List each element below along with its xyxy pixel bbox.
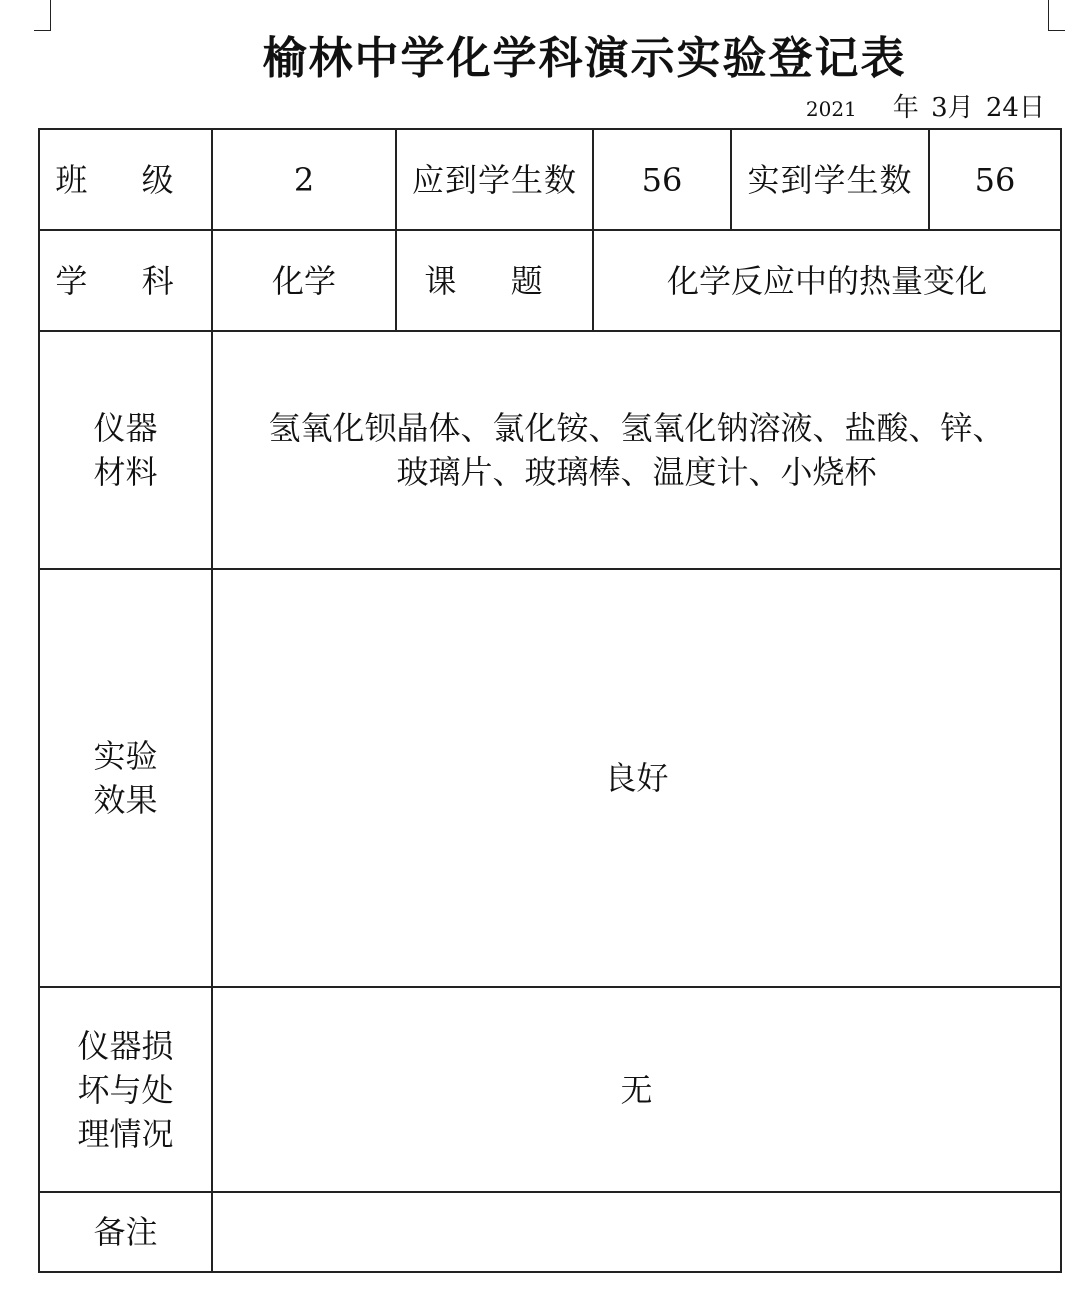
form-date (806, 92, 1045, 125)
effect-label-line2: 效果 (93, 781, 158, 819)
table-row-damage (39, 987, 1061, 1192)
registration-table (38, 128, 1062, 1273)
damage-label-line3: 理情况 (77, 1114, 174, 1153)
class-label: 班 级 (39, 129, 212, 230)
date-year-unit: 年 (892, 93, 919, 123)
date-month: 3 (931, 93, 948, 123)
topic-value: 化学反应中的热量变化 (593, 230, 1061, 331)
date-day-unit: 日 (1018, 93, 1045, 123)
damage-label-line2: 坏与处 (77, 1070, 174, 1109)
topic-label: 课 题 (396, 230, 593, 331)
class-value: 2 (212, 129, 396, 230)
damage-label-line1: 仪器损 (77, 1026, 174, 1065)
expected-students-value: 56 (593, 129, 731, 230)
effect-label (39, 569, 212, 987)
materials-label (39, 331, 212, 569)
table-row-effect (39, 569, 1061, 987)
actual-students-value: 56 (929, 129, 1061, 230)
page-title: 榆林中学化学科演示实验登记表 (262, 33, 907, 84)
materials-line2: 玻璃片、玻璃棒、温度计、小烧杯 (396, 453, 877, 491)
date-year: 2021 (805, 97, 857, 121)
table-row-class (39, 129, 1061, 230)
effect-label-line1: 实验 (93, 737, 158, 775)
materials-label-line1: 仪器 (93, 409, 158, 447)
remarks-value (212, 1192, 1061, 1272)
damage-value: 无 (212, 987, 1061, 1192)
materials-line1: 氢氧化钡晶体、氯化铵、氢氧化钠溶液、盐酸、锌、 (268, 409, 1005, 447)
materials-value (212, 331, 1061, 569)
damage-label (39, 987, 212, 1192)
date-day: 24 (985, 93, 1019, 123)
table-row-subject (39, 230, 1061, 331)
date-month-unit: 月 (947, 93, 974, 123)
crop-mark-right (1048, 0, 1065, 31)
subject-value: 化学 (212, 230, 396, 331)
table-row-materials (39, 331, 1061, 569)
actual-students-label: 实到学生数 (731, 129, 929, 230)
effect-value: 良好 (212, 569, 1061, 987)
expected-students-label: 应到学生数 (396, 129, 593, 230)
subject-label: 学 科 (39, 230, 212, 331)
materials-label-line2: 材料 (93, 453, 158, 491)
table-row-remarks (39, 1192, 1061, 1272)
remarks-label: 备注 (39, 1192, 212, 1272)
crop-mark-left (34, 0, 51, 31)
